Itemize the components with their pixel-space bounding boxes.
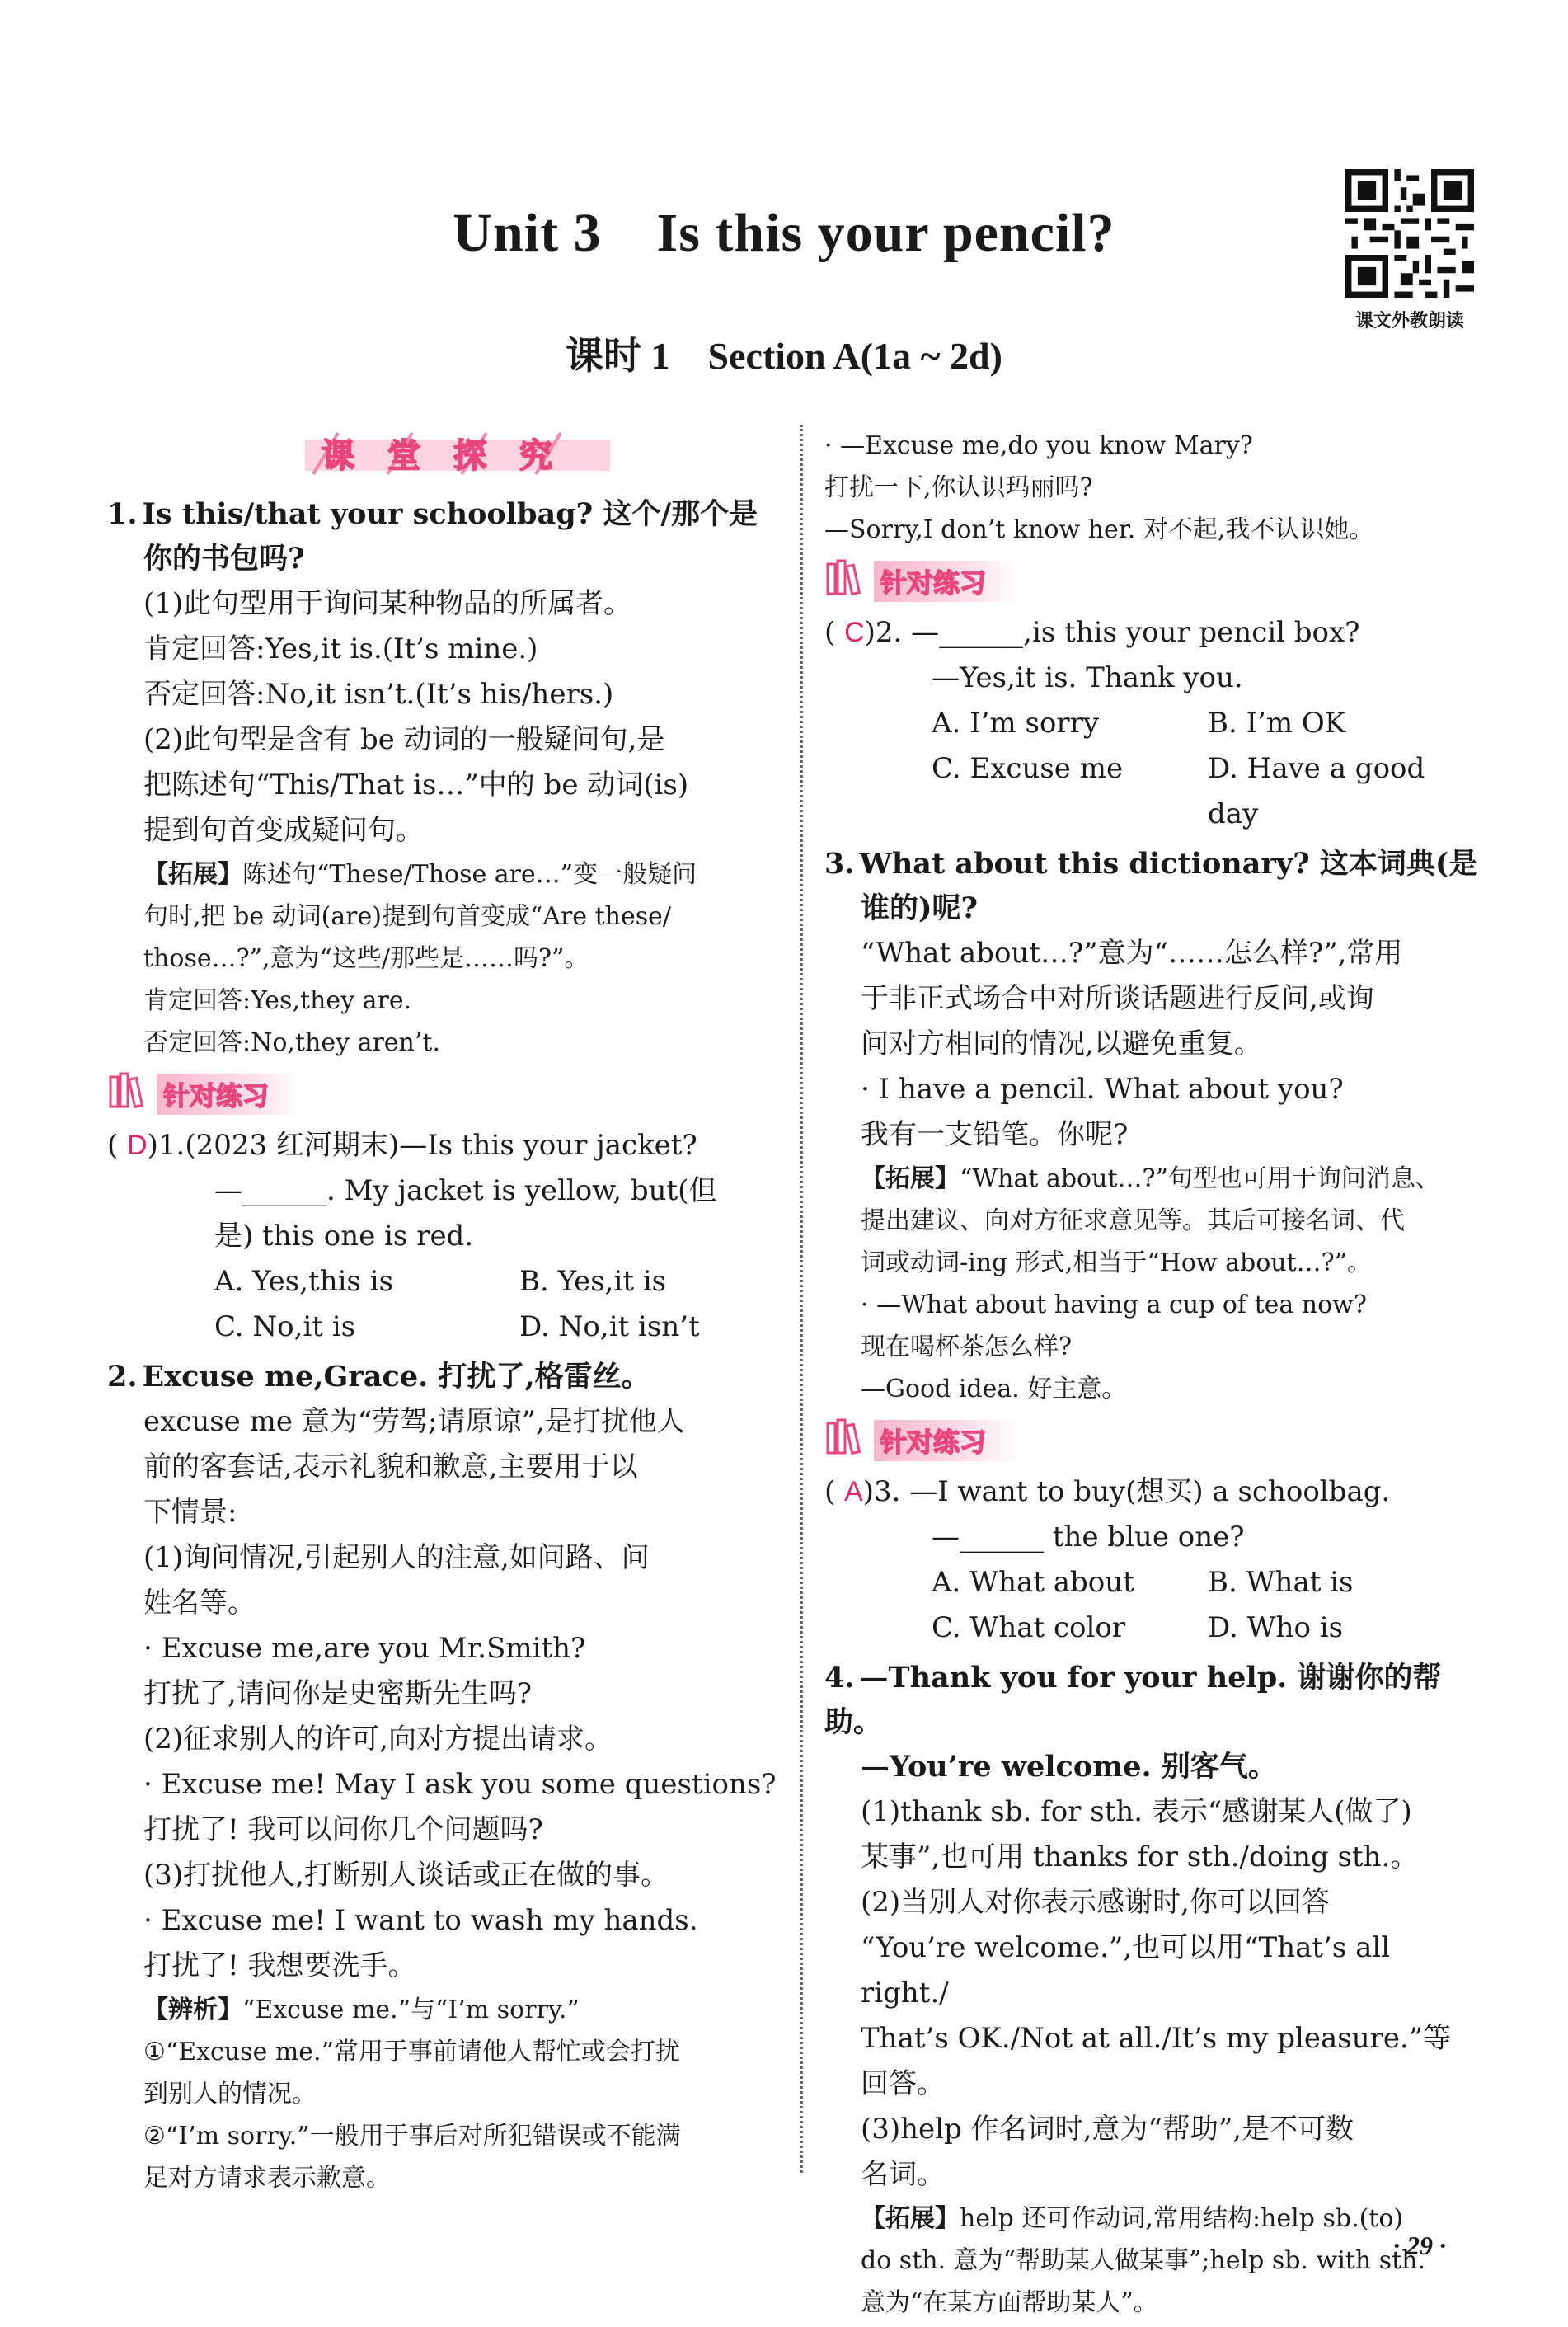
answer-bracket-open: ( [824, 1475, 845, 1508]
knowledge-point-3-heading [824, 842, 1484, 931]
practice-label: 针对练习 [874, 561, 1019, 602]
analysis-note [107, 1989, 824, 2031]
text-line: —Good idea. 好主意。 [861, 1375, 1127, 1403]
option: B. What is [1208, 1566, 1354, 1599]
text-line: 名词。 [861, 2158, 945, 2191]
option: A. What about [932, 1566, 1134, 1599]
knowledge-point-1-heading [107, 492, 824, 581]
text-line: —Sorry,I don’t know her. 对不起,我不认识她。 [824, 515, 1374, 544]
question-text: —Yes,it is. Thank you. [932, 661, 1243, 694]
banner-char: 堂 [387, 437, 420, 475]
text-line: 肯定回答:Yes,it is.(It’s mine.) [143, 632, 538, 665]
practice-label: 针对练习 [874, 1420, 1019, 1461]
page-number: · 29 · [1393, 2231, 1446, 2260]
example-line: · —What about having a cup of tea now? [861, 1290, 1367, 1319]
kp-heading-line: —You’re welcome. 别客气。 [861, 1750, 1277, 1784]
question-2-line [824, 610, 1484, 656]
option: A. Yes,this is [214, 1265, 394, 1298]
kp-heading-line: Excuse me,Grace. 打扰了,格雷丝。 [142, 1360, 650, 1394]
question-text: )1.(2023 红河期末)—Is this your jacket? [147, 1129, 697, 1162]
right-column [824, 425, 1484, 2324]
practice-header [824, 556, 1484, 602]
text-line: (3)打扰他人,打断别人谈话或正在做的事。 [143, 1859, 669, 1892]
option: D. Who is [1208, 1611, 1344, 1644]
text-line: 提出建议、向对方征求意见等。其后可接名词、代 [861, 1206, 1405, 1235]
kp-number: 3. [824, 847, 855, 881]
question-text: —______ the blue one? [932, 1521, 1245, 1554]
text-line: “Excuse me.”与“I’m sorry.” [242, 1996, 580, 2024]
extension-tag: 【拓展】 [861, 2204, 960, 2233]
text-line: That’s OK./Not at all./It’s my pleasure.”等 [861, 2022, 1452, 2055]
option: A. I’m sorry [932, 707, 1100, 740]
text-line: 否定回答:No,it isn’t.(It’s his/hers.) [143, 678, 614, 711]
example-line: · Excuse me! May I ask you some questions? [143, 1768, 777, 1801]
books-icon [824, 1418, 866, 1456]
text-line: 肯定回答:Yes,they are. [143, 986, 412, 1015]
knowledge-point-2-heading [107, 1355, 824, 1399]
text-line: 前的客套话,表示礼貌和歉意,主要用于以 [143, 1450, 638, 1483]
unit-title: Unit 3 Is this your pencil? [453, 203, 1115, 263]
text-line: 到别人的情况。 [143, 2080, 317, 2108]
text-line: 现在喝杯茶怎么样? [861, 1333, 1073, 1361]
kp-number: 4. [824, 1661, 855, 1695]
text-line: 回答。 [861, 2067, 945, 2100]
question-text: 是) this one is red. [214, 1220, 474, 1253]
text-line: (2)此句型是含有 be 动词的一般疑问句,是 [143, 723, 665, 756]
text-line: 我有一支铅笔。你呢? [861, 1118, 1129, 1151]
option: D. Have a good day [1208, 752, 1425, 830]
extension-tag: 【拓展】 [143, 860, 242, 889]
option: C. What color [932, 1611, 1126, 1644]
example-line: · —Excuse me,do you know Mary? [824, 431, 1253, 460]
practice-header [107, 1069, 824, 1115]
text-line: 陈述句“These/Those are…”变一般疑问 [242, 860, 697, 889]
text-line: 否定回答:No,they aren’t. [143, 1028, 440, 1057]
example-line: · Excuse me! I want to wash my hands. [143, 1904, 698, 1937]
question-text: )2. —______,is this your pencil box? [864, 616, 1360, 649]
text-line: (1)thank sb. for sth. 表示“感谢某人(做了) [861, 1795, 1412, 1828]
text-line: ②“I’m sorry.”一般用于事后对所犯错误或不能满 [143, 2122, 681, 2151]
text-line: 打扰了! 我可以问你几个问题吗? [143, 1813, 543, 1846]
question-text: —______. My jacket is yellow, but(但 [214, 1174, 717, 1207]
text-line: 姓名等。 [143, 1587, 256, 1619]
text-line: 下情景: [143, 1496, 237, 1529]
banner-char: 究 [519, 437, 552, 475]
kp-heading-line: 你的书包吗? [143, 542, 305, 576]
question-1-line [107, 1123, 824, 1168]
lesson-title: 课时 1 Section A(1a ~ 2d) [566, 335, 1002, 377]
answer-options [824, 701, 1484, 837]
example-line: · Excuse me,are you Mr.Smith? [143, 1632, 586, 1665]
answer-mark: A [844, 1476, 863, 1507]
answer-mark: D [127, 1130, 148, 1161]
kp-heading-line: —Thank you for your help. 谢谢你的帮助。 [824, 1661, 1442, 1739]
text-line: 足对方请求表示歉意。 [143, 2164, 391, 2193]
option: C. No,it is [214, 1310, 356, 1343]
qr-caption: 课文外教朗读 [1354, 310, 1464, 331]
example-line: · I have a pencil. What about you? [861, 1073, 1344, 1106]
kp-number: 1. [107, 497, 138, 531]
practice-header [824, 1415, 1484, 1461]
kp-heading-line: What about this dictionary? 这本词典(是 [859, 847, 1478, 881]
text-line: those…?”,意为“这些/那些是……吗?”。 [143, 944, 589, 973]
section-banner [297, 425, 618, 484]
extension-note [824, 2198, 1484, 2240]
answer-options [107, 1259, 824, 1350]
text-line: (3)help 作名词时,意为“帮助”,是不可数 [861, 2113, 1354, 2146]
text-line: 打扰一下,你认识玛丽吗? [824, 473, 1093, 502]
answer-bracket-open: ( [824, 616, 845, 649]
kp-heading-line: Is this/that your schoolbag? 这个/那个是 [142, 497, 758, 531]
text-line: 问对方相同的情况,以避免重复。 [861, 1027, 1262, 1060]
books-icon [107, 1072, 148, 1110]
question-3-line [824, 1469, 1484, 1515]
text-line: do sth. 意为“帮助某人做某事”;help sb. with sth. [861, 2246, 1426, 2275]
text-line: excuse me 意为“劳驾;请原谅”,是打扰他人 [143, 1405, 685, 1438]
text-line: “What about…?”句型也可用于询问消息、 [960, 1164, 1440, 1193]
text-line: (1)此句型用于询问某种物品的所属者。 [143, 587, 632, 620]
text-line: (2)当别人对你表示感谢时,你可以回答 [861, 1886, 1330, 1919]
text-line: 某事”,也可用 thanks for sth./doing sth.。 [861, 1840, 1419, 1873]
extension-note [107, 853, 824, 896]
answer-options [824, 1560, 1484, 1651]
left-column [107, 425, 824, 2199]
text-line: (2)征求别人的许可,向对方提出请求。 [143, 1723, 613, 1756]
knowledge-point-4-heading [824, 1656, 1484, 1789]
option: D. No,it isn’t [519, 1310, 700, 1343]
qr-code [1345, 169, 1474, 298]
text-line: (1)询问情况,引起别人的注意,如问路、问 [143, 1541, 650, 1574]
text-line: help 还可作动词,常用结构:help sb.(to) [960, 2204, 1404, 2233]
text-line: 提到句首变成疑问句。 [143, 814, 424, 847]
practice-label: 针对练习 [157, 1074, 302, 1115]
question-text: )3. —I want to buy(想买) a schoolbag. [862, 1475, 1391, 1508]
books-icon [824, 559, 866, 597]
banner-text [322, 430, 552, 477]
extension-note [824, 1158, 1484, 1200]
text-line: 句时,把 be 动词(are)提到句首变成“Are these/ [143, 902, 671, 931]
text-line: 打扰了! 我想要洗手。 [143, 1949, 416, 1982]
option: C. Excuse me [932, 752, 1124, 785]
text-line: 打扰了,请问你是史密斯先生吗? [143, 1677, 533, 1710]
kp-number: 2. [107, 1360, 138, 1394]
extension-tag: 【拓展】 [861, 1164, 960, 1193]
text-line: “What about…?”意为“……怎么样?”,常用 [861, 937, 1403, 970]
text-line: 把陈述句“This/That is…”中的 be 动词(is) [143, 769, 689, 802]
analysis-tag: 【辨析】 [143, 1996, 242, 2024]
text-line: 词或动词-ing 形式,相当于“How about…?”。 [861, 1248, 1373, 1277]
text-line: ①“Excuse me.”常用于事前请他人帮忙或会打扰 [143, 2038, 680, 2066]
text-line: 于非正式场合中对所谈话题进行反问,或询 [861, 982, 1374, 1015]
answer-bracket-open: ( [107, 1129, 128, 1162]
option: B. Yes,it is [519, 1265, 667, 1298]
banner-char: 课 [322, 437, 354, 475]
answer-mark: C [844, 617, 865, 648]
banner-char: 探 [453, 437, 486, 475]
kp-heading-line: 谁的)呢? [861, 891, 979, 925]
text-line: 意为“在某方面帮助某人”。 [861, 2288, 1158, 2317]
option: B. I’m OK [1208, 707, 1346, 740]
text-line: “You’re welcome.”,也可以用“That’s all right./ [861, 1931, 1391, 2010]
